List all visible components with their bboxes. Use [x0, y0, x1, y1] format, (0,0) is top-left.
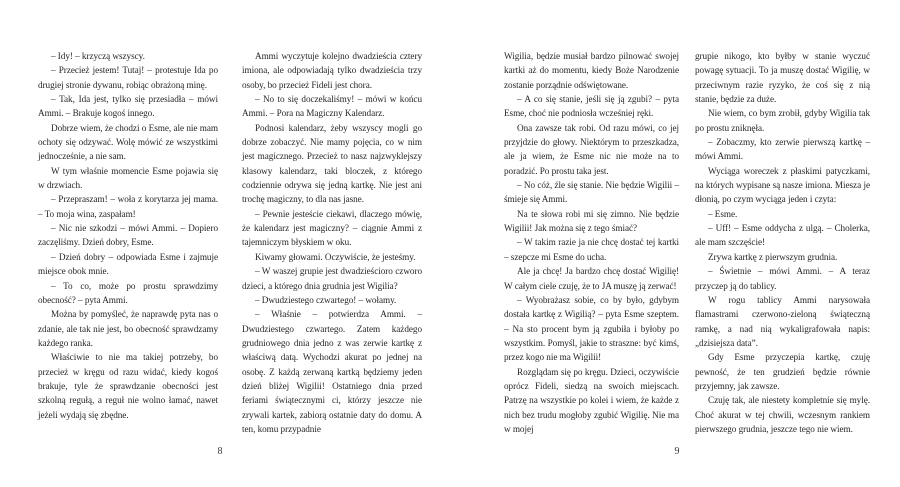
paragraph: – Świetnie – mówi Ammi. – A teraz przyczep ją do tablicy.	[695, 266, 870, 291]
paragraph: – Przecież jestem! Tutaj! – protestuje Ida po drugiej stronie dywanu, robiąc obrażoną minę.	[38, 65, 218, 90]
paragraph: Ale ja chcę! Ja bardzo chcę dostać Wigilię! W całym ciele czuję, że to JA muszę ją zerwać!	[504, 266, 679, 291]
page-left-columns	[38, 49, 422, 436]
paragraph: – W takim razie ja nie chcę dostać tej kartki – szepcze mi Esme do ucha.	[504, 237, 679, 262]
paragraph: Dobrze wiem, że chodzi o Esme, ale nie mam ochoty się odzywać. Wolę mówić ze wszystkimi jednocześnie, a nie sam.	[38, 122, 218, 162]
text-column	[504, 49, 679, 436]
paragraph: – No to się doczekaliśmy! – mówi w końcu Ammi. – Pora na Magiczny Kalendarz.	[242, 94, 422, 119]
paragraph: W rogu tablicy Ammi narysowała flamastrami czerwono-zieloną świąteczną ramkę, a nad nią wykaligrafowała napis: „dzisiejsza data”.	[695, 294, 870, 348]
paragraph: Wyciąga woreczek z płaskimi patyczkami, na których wypisane są nasze imiona. Miesza je dłonią, po czym wyciąga jeden i czyta:	[695, 165, 870, 205]
paragraph: – Nic nie szkodzi – mówi Ammi. – Dopiero zaczęliśmy. Dzień dobry, Esme.	[38, 223, 218, 248]
page-number: 8	[217, 446, 223, 457]
paragraph: – Uff! – Esme oddycha z ulgą. – Cholerka, ale mam szczęście!	[695, 223, 870, 248]
paragraph: – Przepraszam! – woła z korytarza jej mama. – To moja wina, zaspałam!	[38, 194, 218, 219]
paragraph: Wigilia, będzie musiał bardzo pilnować swojej kartki aż do momentu, kiedy Boże Narodzenie zostanie porządnie odświętowane.	[504, 51, 679, 90]
page-right	[504, 49, 870, 436]
page-right-columns	[504, 49, 870, 436]
paragraph: – No cóż, źle się stanie. Nie będzie Wigilii – śmieje się Ammi.	[504, 180, 679, 205]
paragraph: Podnosi kalendarz, żeby wszyscy mogli go dobrze zobaczyć. Nie mamy pojęcia, co w nim jest magicznego. Przecież to nasz najzwyklejszy klasowy kalendarz, taki bloczek, z którego codziennie odrywa się jedną kartkę. Nie jest ani trochę magiczny, to dla nas jasne.	[242, 122, 422, 205]
paragraph: Na te słowa robi mi się zimno. Nie będzie Wigilii! Jak można się z tego śmiać?	[504, 208, 679, 234]
paragraph: – Pewnie jesteście ciekawi, dlaczego mówię, że kalendarz jest magiczny? – ciągnie Ammi z tajemniczym błyskiem w oku.	[242, 208, 422, 248]
paragraph: Właściwie to nie ma takiej potrzeby, bo przecież w kręgu od razu widać, kiedy kogoś brakuje, tyle że sprawdzanie obecności jest szkolną regułą, a reguł nie wolno łamać, nawet jeżeli wydają się zbędne.	[38, 352, 218, 420]
paragraph: Ona zawsze tak robi. Od razu mówi, co jej przyjdzie do głowy. Niektórym to przeszkadza, ale ja wiem, że Esme nic nie może na to poradzić. Po prostu taka jest.	[504, 122, 679, 176]
paragraph: – A co się stanie, jeśli się ją zgubi? – pyta Esme, choć nie podniosła wcześniej ręki.	[504, 94, 679, 119]
paragraph: Ammi wyczytuje kolejno dwadzieścia cztery imiona, ale odpowiadają tylko dwadzieścia trzy osoby, bo przecież Fideli jest chora.	[242, 51, 422, 90]
paragraph: – To co, może po prostu sprawdzimy obecność? – pyta Ammi.	[38, 280, 218, 305]
page-left	[38, 49, 422, 436]
text-column	[695, 49, 870, 436]
paragraph: – Esme.	[708, 208, 738, 219]
paragraph: – Właśnie – potwierdza Ammi. – Dwudziestego czwartego. Zatem każdego grudniowego dnia jedno z was zerwie kartkę z właściwą datą. Wychodzi akurat po jednej na osobę. Z każdą zerwaną kartką będziemy jeden dzień bliżej Wigilii! Ostatniego dnia przed feriami świątecznymi ci, którzy jeszcze nie zrywali kartek, zabiorą ostatnie daty do domu. A ten, komu przypadnie	[242, 309, 422, 434]
page-number: 9	[674, 446, 680, 457]
paragraph: Gdy Esme przyczepia kartkę, czuję pewność, że ten grudzień będzie równie przyjemny, jak zawsze.	[695, 352, 870, 391]
paragraph: – Tak, Ida jest, tylko się przesiadła – mówi Ammi. – Brakuje kogoś innego.	[38, 94, 218, 119]
paragraph: Można by pomyśleć, że naprawdę pyta nas o zdanie, ale tak nie jest, bo obecność sprawdzamy każdego ranka.	[38, 309, 218, 348]
paragraph: – W waszej grupie jest dwadzieścioro czworo dzieci, a którego dnia grudnia jest Wigilia?	[242, 266, 422, 291]
paragraph: Rozglądam się po kręgu. Dzieci, oczywiście oprócz Fideli, siedzą na swoich miejscach. Patrzę na wszystkie po kolei i wiem, że każde z nich bez trudu mogłoby zgubić Wigilię. Nie ma w mojej	[504, 366, 679, 434]
paragraph: W tym właśnie momencie Esme pojawia się w drzwiach.	[38, 165, 218, 191]
paragraph: grupie nikogo, kto byłby w stanie wyczuć powagę sytuacji. To ja muszę dostać Wigilię, w przeciwnym razie ryzyko, że coś się z nią stanie, będzie za duże.	[695, 51, 870, 105]
text-column	[38, 49, 218, 436]
paragraph: Czuję tak, ale niestety kompletnie się mylę. Choć akurat w tej chwili, wczesnym rankiem pierwszego grudnia, jeszcze tego nie wiem.	[695, 395, 870, 434]
text-column	[242, 49, 422, 436]
paragraph: Nie wiem, co bym zrobił, gdyby Wigilia tak po prostu zniknęła.	[695, 108, 870, 133]
paragraph: – Dwudziestego czwartego! – wołamy.	[255, 294, 397, 305]
paragraph: Zrywa kartkę z pierwszym grudnia.	[708, 251, 838, 262]
paragraph: – Idy! – krzyczą wszyscy.	[51, 51, 145, 61]
paragraph: Kiwamy głowami. Oczywiście, że jesteśmy.	[255, 251, 416, 262]
paragraph: – Dzień dobry – odpowiada Esme i zajmuje miejsce obok mnie.	[38, 251, 218, 277]
paragraph: – Zobaczmy, kto zerwie pierwszą kartkę – mówi Ammi.	[695, 137, 870, 162]
paragraph: – Wyobrażasz sobie, co by było, gdybym dostała kartkę z Wigilią? – pyta Esme szeptem. – Na sto procent bym ją zgubiła i byłoby po wszystkim. Pomyśl, jakie to straszne: być kimś, przez kogo nie ma Wigilii!	[504, 294, 679, 363]
